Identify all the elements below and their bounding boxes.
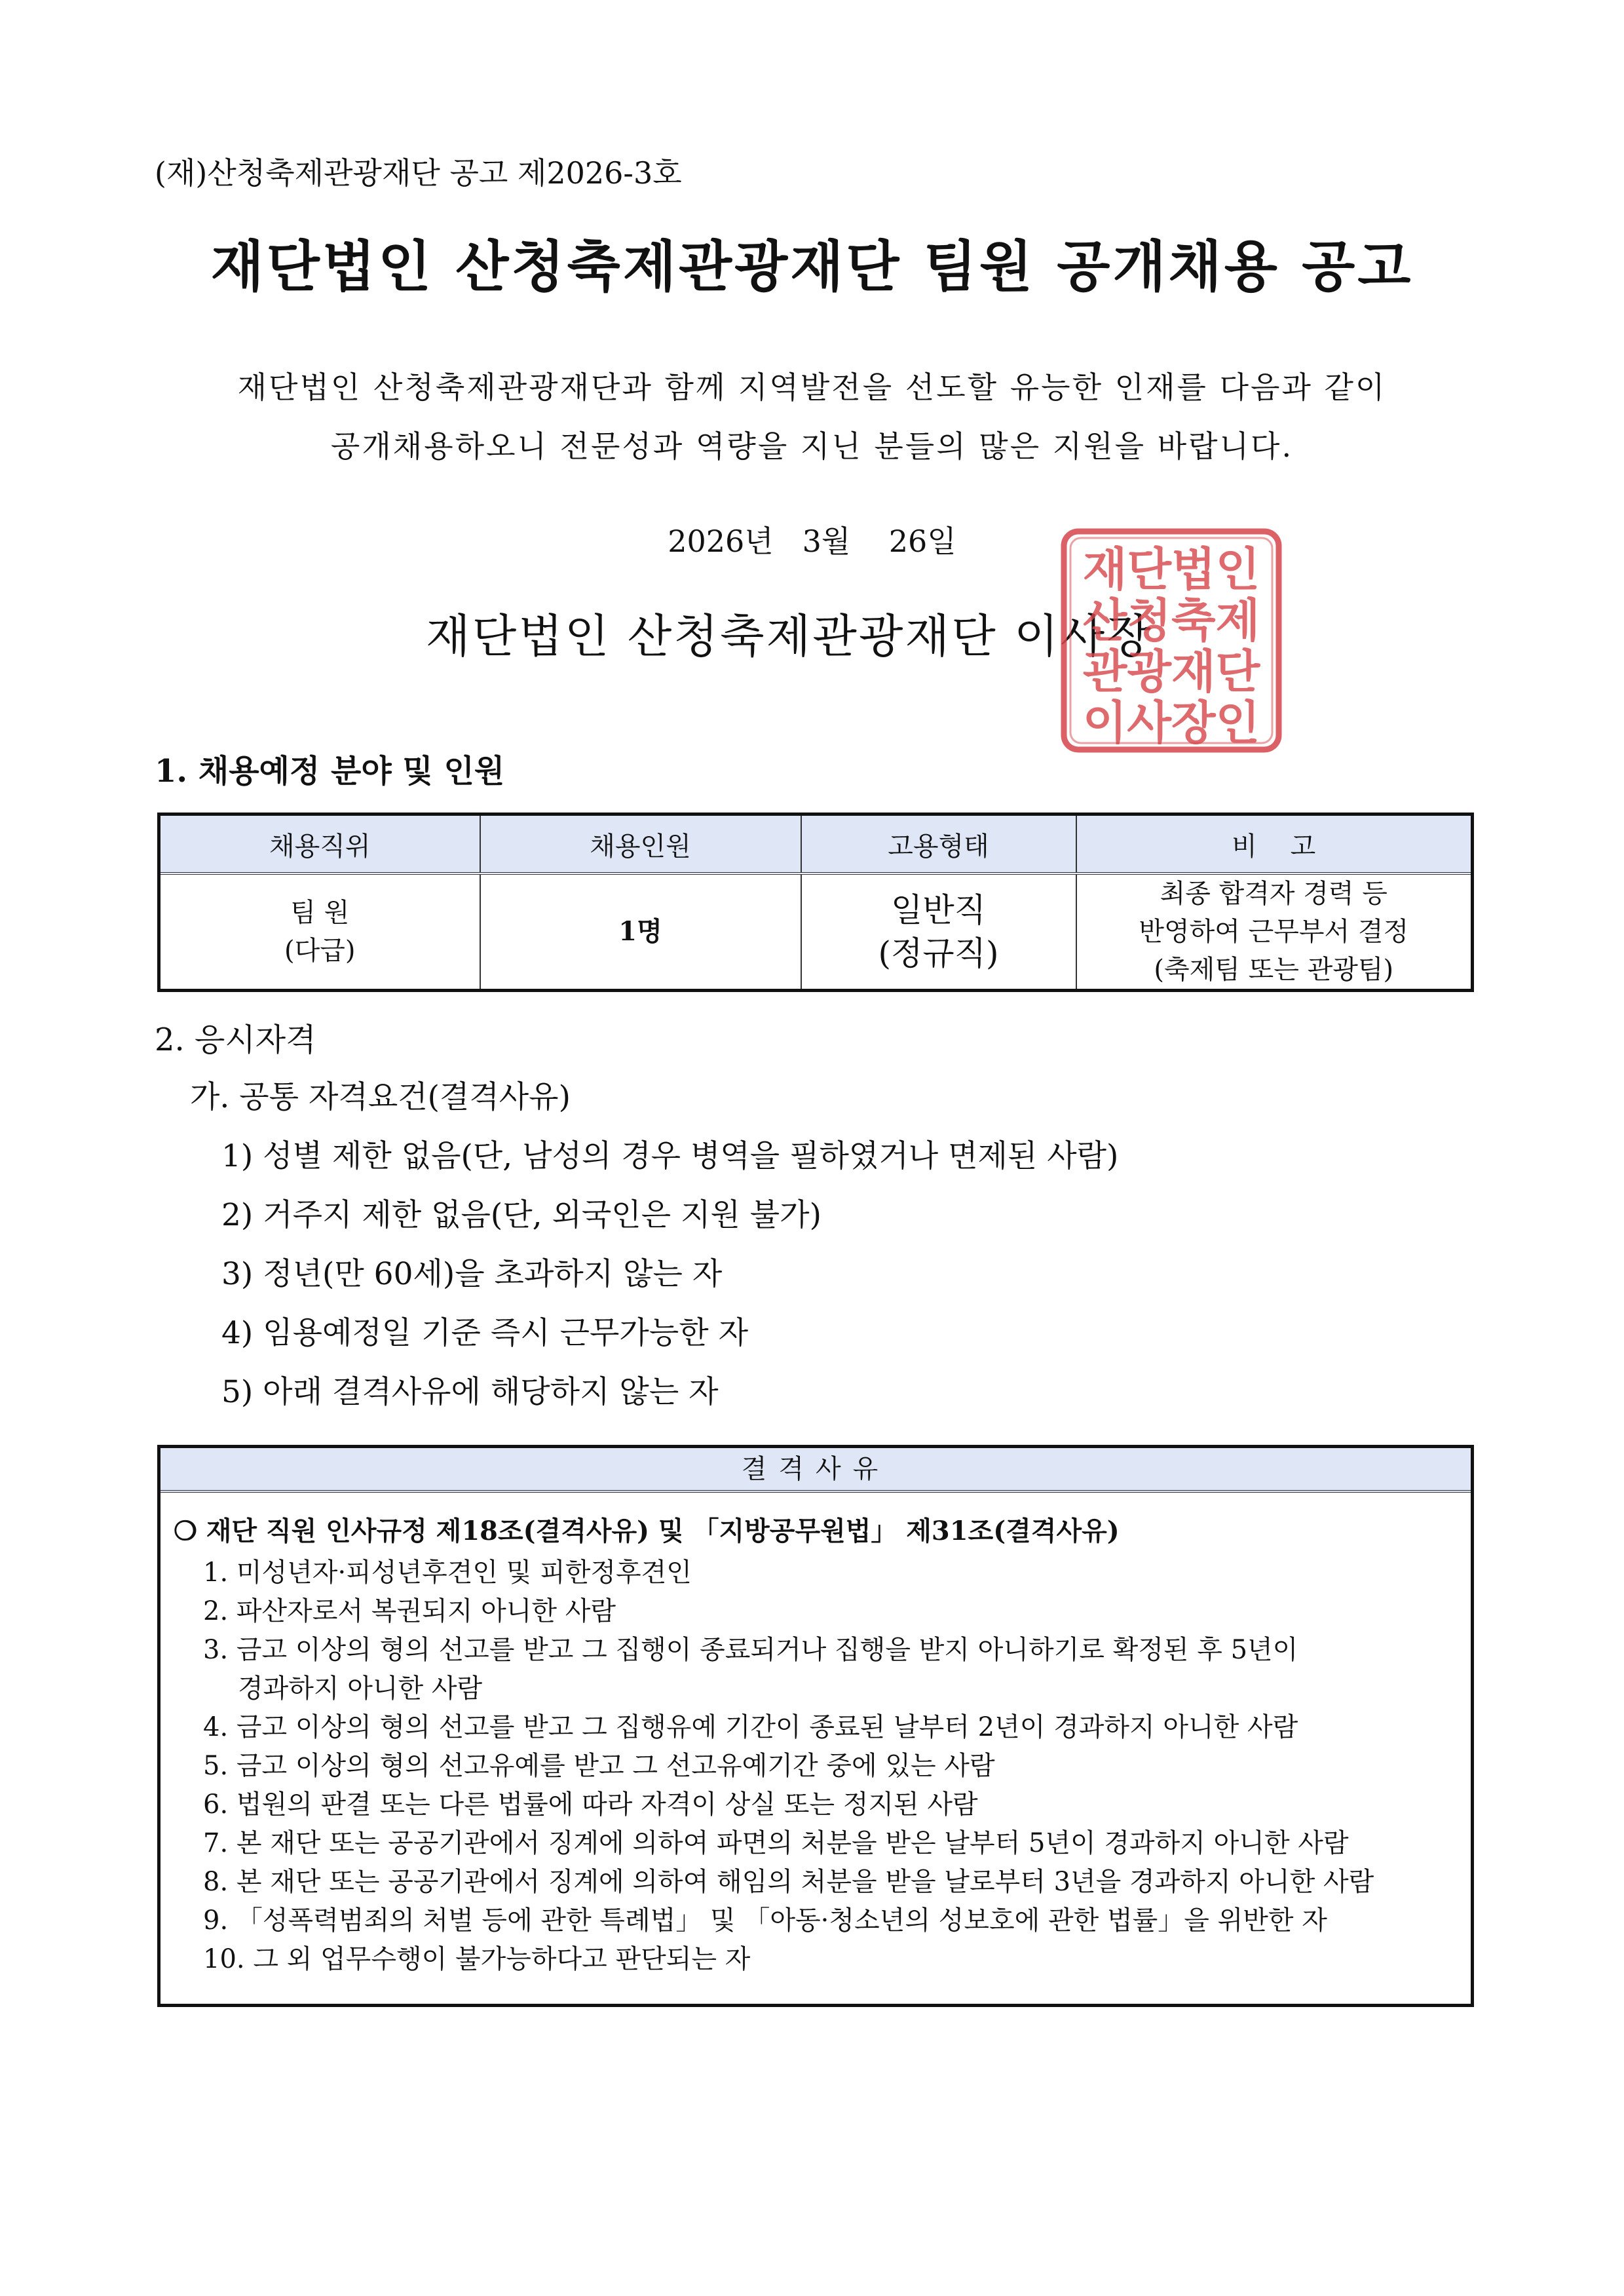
header-employment: 고용형태 — [801, 814, 1076, 874]
disqualification-item: 2. 파산자로서 복권되지 아니한 사람 — [203, 1596, 616, 1626]
seal-text-line: 이사장인 — [1082, 696, 1260, 750]
signer-title: 재단법인 산청축제관광재단 이사장 — [426, 609, 1153, 663]
note-line: 최종 합격자 경력 등 — [1160, 879, 1388, 909]
disqualification-item: 4. 금고 이상의 형의 선고를 받고 그 집행유예 기간이 종료된 날부터 2년이 경과하지 아니한 사람 — [203, 1712, 1298, 1742]
disqualification-item: 8. 본 재단 또는 공공기관에서 징계에 의하여 해임의 처분을 받을 날로부터 3년을 경과하지 아니한 사람 — [203, 1867, 1374, 1897]
section-2-subtitle: 가. 공통 자격요건(결격사유) — [190, 1079, 571, 1115]
qualification-item: 3) 정년(만 60세)을 초과하지 않는 자 — [221, 1256, 723, 1292]
disqualification-item: 10. 그 외 업무수행이 불가능하다고 판단되는 자 — [203, 1944, 751, 1974]
intro-line-2: 공개채용하오니 전문성과 역량을 지닌 분들의 많은 지원을 바랍니다. — [330, 429, 1294, 464]
cell-count — [480, 873, 801, 991]
note-line: 반영하여 근무부서 결정 — [1139, 917, 1409, 947]
disqualification-item: 1. 미성년자·피성년후견인 및 피한정후견인 — [203, 1558, 692, 1588]
hire-count: 1명 — [618, 916, 662, 947]
seal-text-line: 산청축제 — [1082, 594, 1260, 647]
note-line: (축제팀 또는 관광팀) — [1154, 955, 1394, 985]
notice-date: 2026년 3월 26일 — [668, 524, 956, 559]
position-name: 팀 원 — [290, 898, 350, 928]
header-position: 채용직위 — [159, 814, 480, 874]
qualification-item: 2) 거주지 제한 없음(단, 외국인은 지원 불가) — [221, 1197, 821, 1233]
cell-position — [159, 873, 480, 991]
qualification-item: 5) 아래 결격사유에 해당하지 않는 자 — [221, 1374, 719, 1410]
section-1-title: 1. 채용예정 분야 및 인원 — [155, 753, 505, 790]
header-count: 채용인원 — [480, 814, 801, 874]
cell-employment — [801, 873, 1076, 991]
disqualification-subheader: ❍ 재단 직원 인사규정 제18조(결격사유) 및 「지방공무원법」 제31조(결격사유) — [174, 1516, 1120, 1546]
official-seal — [1060, 527, 1283, 754]
table-row — [159, 873, 1473, 991]
disqualification-box — [157, 1445, 1474, 2007]
recruitment-table — [157, 813, 1474, 992]
cell-note — [1076, 873, 1473, 991]
table-header-row — [159, 814, 1473, 874]
disqualification-item: 9. 「성폭력범죄의 처벌 등에 관한 특례법」 및 「아동·청소년의 성보호에 관한 법률」을 위반한 자 — [203, 1905, 1327, 1936]
disqualification-item: 5. 금고 이상의 형의 선고유예를 받고 그 선고유예기간 중에 있는 사람 — [203, 1751, 995, 1781]
employment-type: 일반직 — [891, 891, 986, 929]
disqualification-item: 3. 금고 이상의 형의 선고를 받고 그 집행이 종료되거나 집행을 받지 아니하기로 확정된 후 5년이 — [203, 1635, 1298, 1665]
disqualification-item: 6. 법원의 판결 또는 다른 법률에 따라 자격이 상실 또는 정지된 사람 — [203, 1789, 978, 1820]
notice-number: (재)산청축제관광재단 공고 제2026-3호 — [155, 155, 682, 191]
employment-status: (정규직) — [878, 934, 999, 972]
qualification-item: 1) 성별 제한 없음(단, 남성의 경우 병역을 필하였거나 면제된 사람) — [221, 1138, 1119, 1174]
header-note: 비 고 — [1076, 814, 1473, 874]
disqualification-item-continued: 경과하지 아니한 사람 — [238, 1674, 483, 1704]
seal-text-line: 재단법인 — [1082, 543, 1260, 596]
section-2-title: 2. 응시자격 — [155, 1022, 316, 1058]
disqualification-header: 결격사유 — [161, 1448, 1471, 1493]
seal-text-line: 관광재단 — [1082, 645, 1260, 698]
intro-line-1: 재단법인 산청축제관광재단과 함께 지역발전을 선도할 유능한 인재를 다음과 같이 — [237, 370, 1387, 405]
main-title: 재단법인 산청축제관광재단 팀원 공개채용 공고 — [210, 234, 1414, 299]
disqualification-item: 7. 본 재단 또는 공공기관에서 징계에 의하여 파면의 처분을 받은 날부터 5년이 경과하지 아니한 사람 — [203, 1828, 1349, 1858]
qualification-item: 4) 임용예정일 기준 즉시 근무가능한 자 — [221, 1315, 748, 1351]
position-grade: (다급) — [284, 936, 356, 966]
